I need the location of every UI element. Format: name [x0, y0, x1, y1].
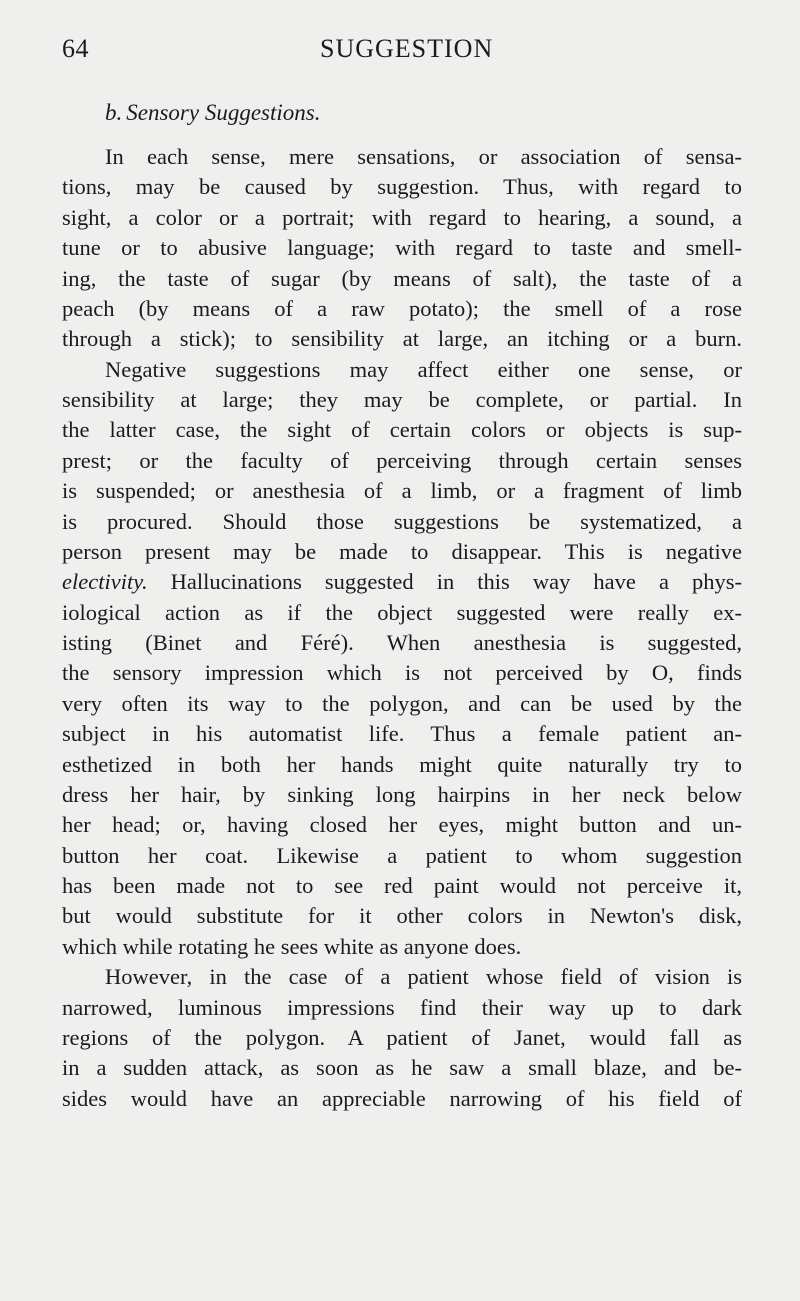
text-line: In each sense, mere sensations, or association of sensa- [105, 144, 742, 169]
text-line: tions, may be caused by suggestion. Thus, with regard to [62, 174, 742, 200]
text-line: is suspended; or anesthesia of a limb, or a fragment of limb [62, 478, 742, 504]
body-text [62, 142, 742, 1114]
text-fragment: Hallucinations suggested in this way have a phys- [147, 569, 742, 595]
text-line: button her coat. Likewise a patient to whom suggestion [62, 842, 742, 868]
text-line: prest; or the faculty of perceiving through certain senses [62, 447, 742, 473]
chapter-title: SUGGESTION [320, 34, 494, 63]
section-title: Sensory Suggestions. [126, 100, 321, 125]
text-line: However, in the case of a patient whose field of vision is [105, 964, 742, 990]
text-line: ing, the taste of sugar (by means of salt), the taste of a [62, 265, 742, 291]
text-line: is procured. Should those suggestions be systematized, a [62, 508, 742, 534]
text-line: sight, a color or a portrait; with regard to hearing, a sound, a [62, 204, 742, 230]
text-line: through a stick); to sensibility at large, an itching or a burn. [62, 326, 742, 352]
text-line: sensibility at large; they may be complete, or partial. In [62, 387, 742, 412]
text-line-mixed [62, 567, 742, 597]
text-line: regions of the polygon. A patient of Janet, would fall as [62, 1024, 742, 1050]
section-heading [105, 100, 320, 126]
text-line: her head; or, having closed her eyes, might button and un- [62, 812, 742, 838]
text-line: iological action as if the object suggested were really ex- [62, 599, 742, 625]
text-line: in a sudden attack, as soon as he saw a small blaze, and be- [62, 1055, 742, 1081]
text-line: person present may be made to disappear. This is negative [62, 538, 742, 564]
text-line: tune or to abusive language; with regard to taste and smell- [62, 235, 742, 261]
running-head [62, 34, 742, 74]
section-letter: b. [105, 100, 123, 125]
text-line: the latter case, the sight of certain colors or objects is sup- [62, 417, 742, 443]
text-line: the sensory impression which is not perceived by O, finds [62, 660, 742, 686]
text-line: peach (by means of a raw potato); the smell of a rose [62, 295, 742, 321]
text-line: esthetized in both her hands might quite naturally try to [62, 751, 742, 777]
text-line: narrowed, luminous impressions find their way up to dark [62, 994, 742, 1020]
text-line: dress her hair, by sinking long hairpins in her neck below [62, 781, 742, 807]
text-line: subject in his automatist life. Thus a female patient an- [62, 721, 742, 747]
text-line: but would substitute for it other colors in Newton's disk, [62, 903, 742, 929]
text-line: isting (Binet and Féré). When anesthesia is suggested, [62, 630, 742, 655]
italic-term: electivity. [62, 569, 148, 595]
text-line: sides would have an appreciable narrowing of his field of [62, 1085, 742, 1111]
text-line: very often its way to the polygon, and can be used by the [62, 690, 742, 716]
text-line: has been made not to see red paint would not perceive it, [62, 873, 742, 898]
page-number: 64 [62, 34, 89, 63]
text-line: Negative suggestions may affect either one sense, or [105, 356, 742, 382]
text-line: which while rotating he sees white as anyone does. [62, 933, 522, 959]
